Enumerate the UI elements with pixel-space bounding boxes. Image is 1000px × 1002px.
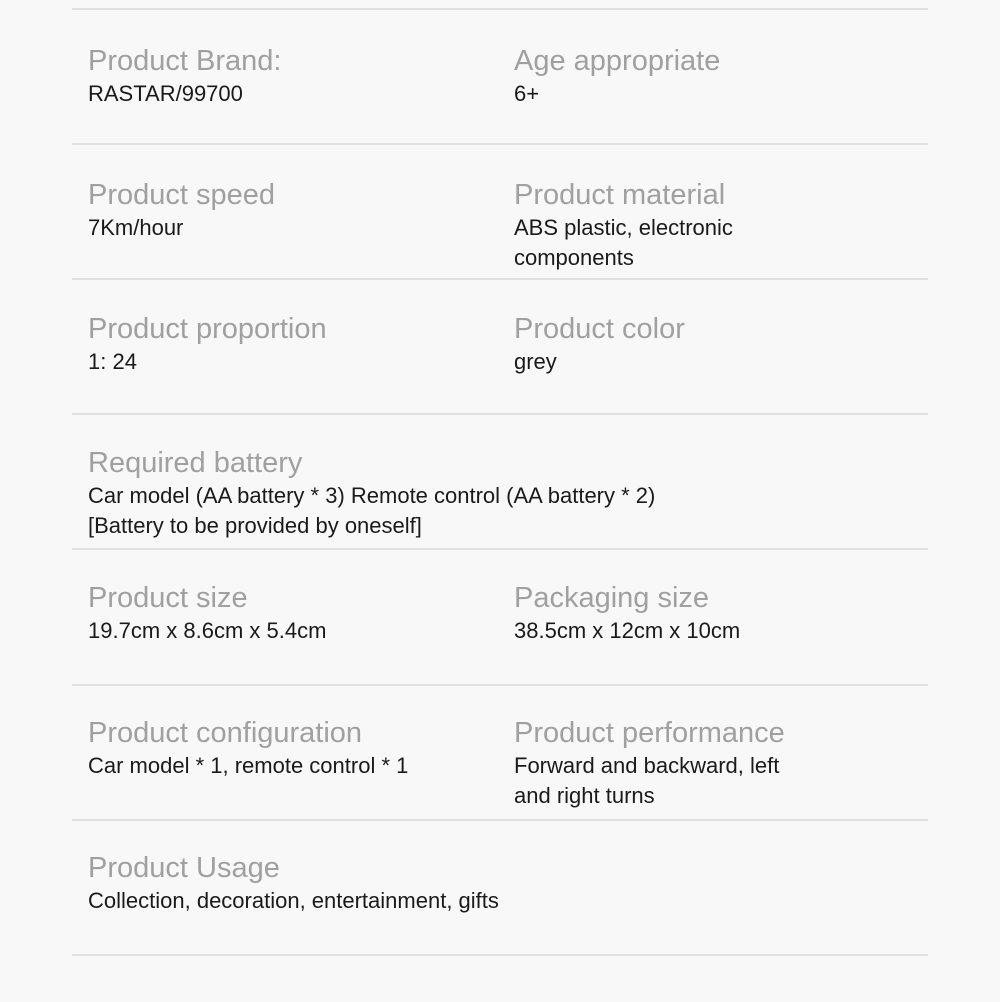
- spec-value: 38.5cm x 12cm x 10cm: [514, 618, 741, 643]
- divider: [72, 143, 928, 145]
- spec-label: Product proportion: [88, 313, 327, 345]
- divider: [72, 548, 928, 550]
- divider: [72, 684, 928, 686]
- divider: [72, 278, 928, 280]
- spec-label: Product Brand:: [88, 45, 282, 77]
- spec-label: Product material: [514, 179, 726, 211]
- spec-size: [88, 582, 488, 646]
- spec-value: 1: 24: [88, 349, 137, 374]
- spec-value: 19.7cm x 8.6cm x 5.4cm: [88, 618, 327, 643]
- divider: [72, 413, 928, 415]
- spec-speed: [88, 179, 488, 243]
- spec-label: Product speed: [88, 179, 276, 211]
- spec-usage: [88, 852, 908, 916]
- spec-value: Forward and backward, left and right turns: [514, 753, 780, 808]
- spec-value: 6+: [514, 81, 540, 106]
- spec-label: Product performance: [514, 717, 785, 749]
- spec-value: Collection, decoration, entertainment, gifts: [88, 888, 499, 913]
- spec-label: Age appropriate: [514, 45, 721, 77]
- divider: [72, 954, 928, 956]
- spec-packaging: [514, 582, 914, 646]
- spec-label: Product size: [88, 582, 248, 614]
- spec-value: RASTAR/99700: [88, 81, 243, 106]
- spec-value: grey: [514, 349, 557, 374]
- spec-value: 7Km/hour: [88, 215, 184, 240]
- spec-value: Car model * 1, remote control * 1: [88, 753, 409, 778]
- spec-label: Product Usage: [88, 852, 280, 884]
- spec-label: Packaging size: [514, 582, 710, 614]
- divider: [72, 8, 928, 10]
- spec-label: Product configuration: [88, 717, 363, 749]
- spec-proportion: [88, 313, 488, 377]
- spec-performance: [514, 717, 814, 811]
- spec-battery: [88, 447, 908, 541]
- spec-brand: [88, 45, 488, 109]
- spec-value-note: [Battery to be provided by oneself]: [88, 513, 422, 538]
- spec-material: [514, 179, 774, 273]
- spec-value: Car model (AA battery * 3) Remote control (AA battery * 2): [88, 483, 656, 508]
- divider: [72, 819, 928, 821]
- spec-label: Product color: [514, 313, 685, 345]
- spec-value: ABS plastic, electronic components: [514, 215, 733, 270]
- spec-label: Required battery: [88, 447, 303, 479]
- spec-configuration: [88, 717, 488, 781]
- spec-age: [514, 45, 914, 109]
- spec-color: [514, 313, 914, 377]
